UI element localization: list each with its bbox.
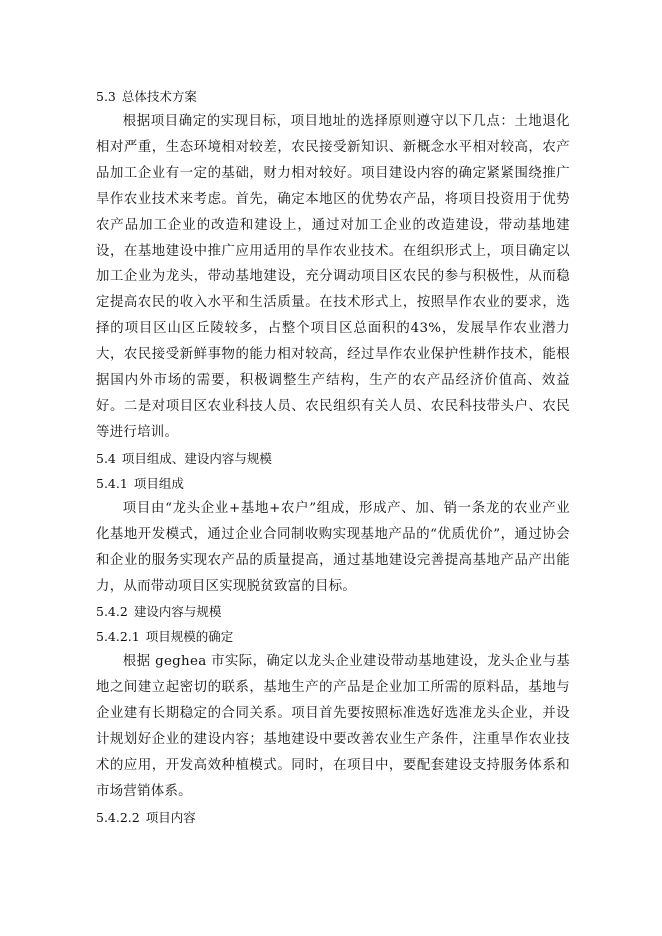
section-title: 建设内容与规模 <box>133 604 222 620</box>
section-number: 5.4.1 <box>96 475 128 491</box>
document-body <box>96 84 570 830</box>
paragraph-technical-plan: 根据项目确定的实现目标，项目地址的选择原则遵守以下几点：土地退化相对严重，生态环境相对较差，农民接受新知识、新概念水平相对较高，农产品加工企业有一定的基础，财力相对较好。项目建设内容的确定紧紧围绕推广旱作农业技术来考虑。首先，确定本地区的优势农产品，将项目投资用于优势农产品加工企业的改造和建设上，通过对加工企业的改造建设，带动基地建设，在基地建设中推广应用适用的旱作农业技术。在组织形式上，项目确定以加工企业为龙头，带动基地建设，充分调动项目区农民的参与积极性，从而稳定提高农民的收入水平和生活质量。在技术形式上，按照旱作农业的要求，选择的项目区山区丘陵较多，占整个项目区总面积的43%，发展旱作农业潜力大，农民接受新鲜事物的能力相对较高，经过旱作农业保护性耕作技术，能根据国内外市场的需要，积极调整生产结构，生产的农产品经济价值高、效益好。二是对项目区农业科技人员、农民组织有关人员、农民科技带头户、农民等进行培训。 <box>96 114 570 440</box>
section-heading-5-4-2-1 <box>96 624 570 649</box>
section-title: 项目组成、建设内容与规模 <box>121 450 272 466</box>
section-heading-5-4-2-2 <box>96 805 570 830</box>
section-title: 项目规模的确定 <box>145 629 234 645</box>
section-number: 5.4.2.1 <box>96 629 140 645</box>
paragraph-project-composition: 项目由“龙头企业+基地+农户”组成，形成产、加、销一条龙的农业产业化基地开发模式，通过企业合同制收购实现基地产品的“优质优价”，通过协会和企业的服务实现农产品的质量提高，通过基地建设完善提高基地产品产出能力，从而带动项目区实现脱贫致富的目标。 <box>96 500 570 594</box>
section-heading-5-4 <box>96 446 570 471</box>
section-heading-5-3 <box>96 84 570 109</box>
section-title: 项目内容 <box>145 809 196 825</box>
section-number: 5.4.2.2 <box>96 809 140 825</box>
section-title: 总体技术方案 <box>121 89 197 104</box>
section-heading-5-4-2 <box>96 599 570 624</box>
section-number: 5.3 <box>96 89 116 104</box>
section-title: 项目组成 <box>133 475 184 491</box>
section-number: 5.4 <box>96 450 116 466</box>
paragraph-project-scale: 根据 geghea 市实际，确定以龙头企业建设带动基地建设，龙头企业与基地之间建立起密切的联系，基地生产的产品是企业加工所需的原料品，基地与企业建有长期稳定的合同关系。项目首先要按照标准选好选准龙头企业，并设计规划好企业的建设内容；基地建设中要改善农业生产条件，注重旱作农业技术的应用，开发高效种植模式。同时，在项目中，要配套建设支持服务体系和市场营销体系。 <box>96 654 570 799</box>
section-heading-5-4-1 <box>96 471 570 496</box>
section-number: 5.4.2 <box>96 604 128 620</box>
